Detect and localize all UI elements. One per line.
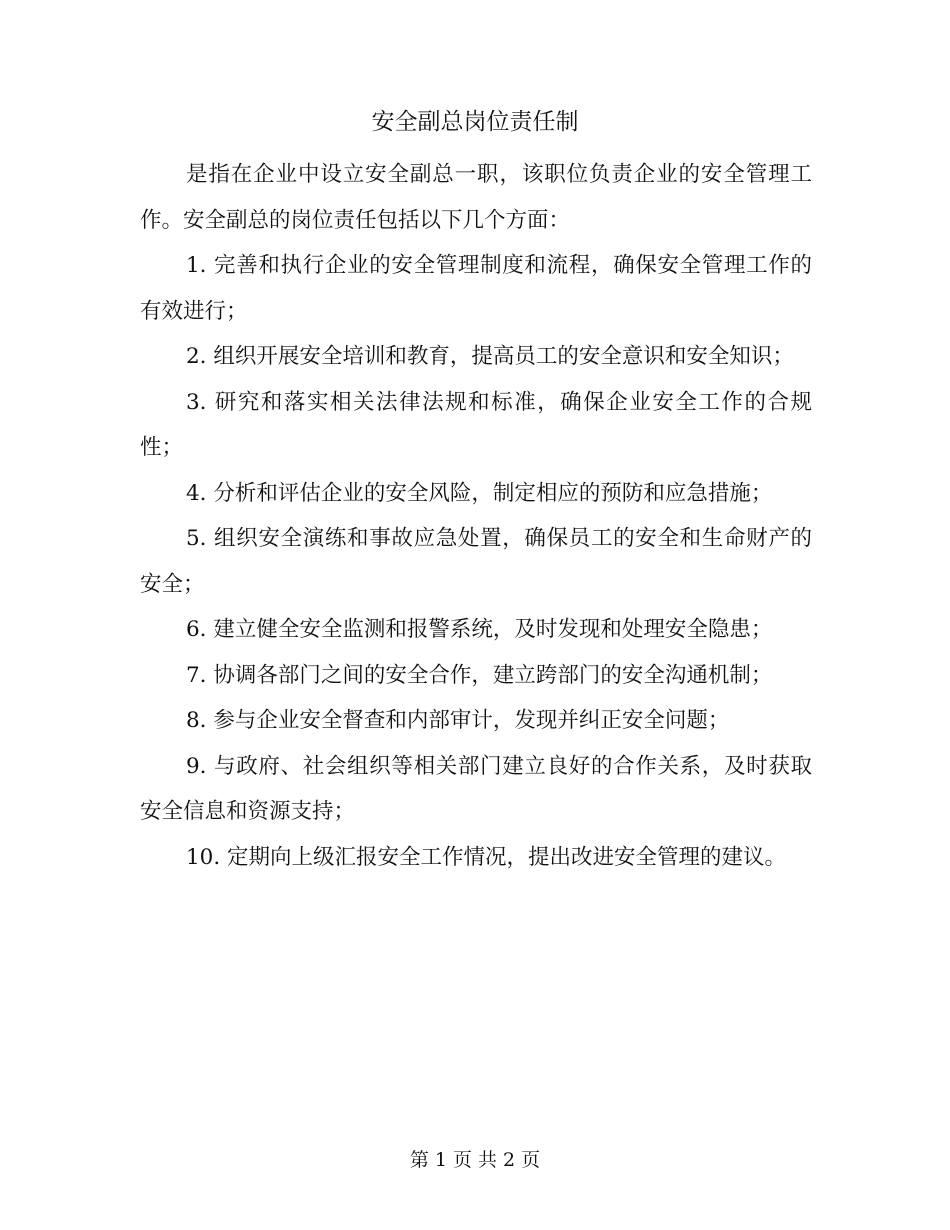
list-item: 6. 建立健全安全监测和报警系统，及时发现和处理安全隐患； bbox=[186, 617, 773, 642]
intro-paragraph: 是指在企业中设立安全副总一职，该职位负责企业的安全管理工作。安全副总的岗位责任包括以下几个方面： bbox=[140, 162, 812, 233]
list-item: 2. 组织开展安全培训和教育，提高员工的安全意识和安全知识； bbox=[186, 344, 794, 369]
list-item: 4. 分析和评估企业的安全风险，制定相应的预防和应急措施； bbox=[186, 480, 773, 506]
list-item: 9. 与政府、社会组织等相关部门建立良好的合作关系，及时获取安全信息和资源支持； bbox=[140, 753, 812, 824]
list-item: 8. 参与企业安全督查和内部审计，发现并纠正安全问题； bbox=[186, 708, 730, 733]
list-item: 7. 协调各部门之间的安全合作，建立跨部门的安全沟通机制； bbox=[186, 662, 773, 688]
document-title: 安全副总岗位责任制 bbox=[371, 109, 579, 135]
list-item: 1. 完善和执行企业的安全管理制度和流程，确保安全管理工作的有效进行； bbox=[140, 253, 812, 324]
list-item: 10. 定期向上级汇报安全工作情况，提出改进安全管理的建议。 bbox=[186, 844, 787, 870]
page-footer bbox=[0, 1146, 950, 1174]
list-item: 5. 组织安全演练和事故应急处置，确保员工的安全和生命财产的安全； bbox=[140, 526, 812, 597]
document-body bbox=[140, 152, 812, 880]
list-item: 3. 研究和落实相关法律法规和标准，确保企业安全工作的合规性； bbox=[140, 389, 812, 460]
page-number: 第 1 页 共 2 页 bbox=[409, 1149, 541, 1171]
